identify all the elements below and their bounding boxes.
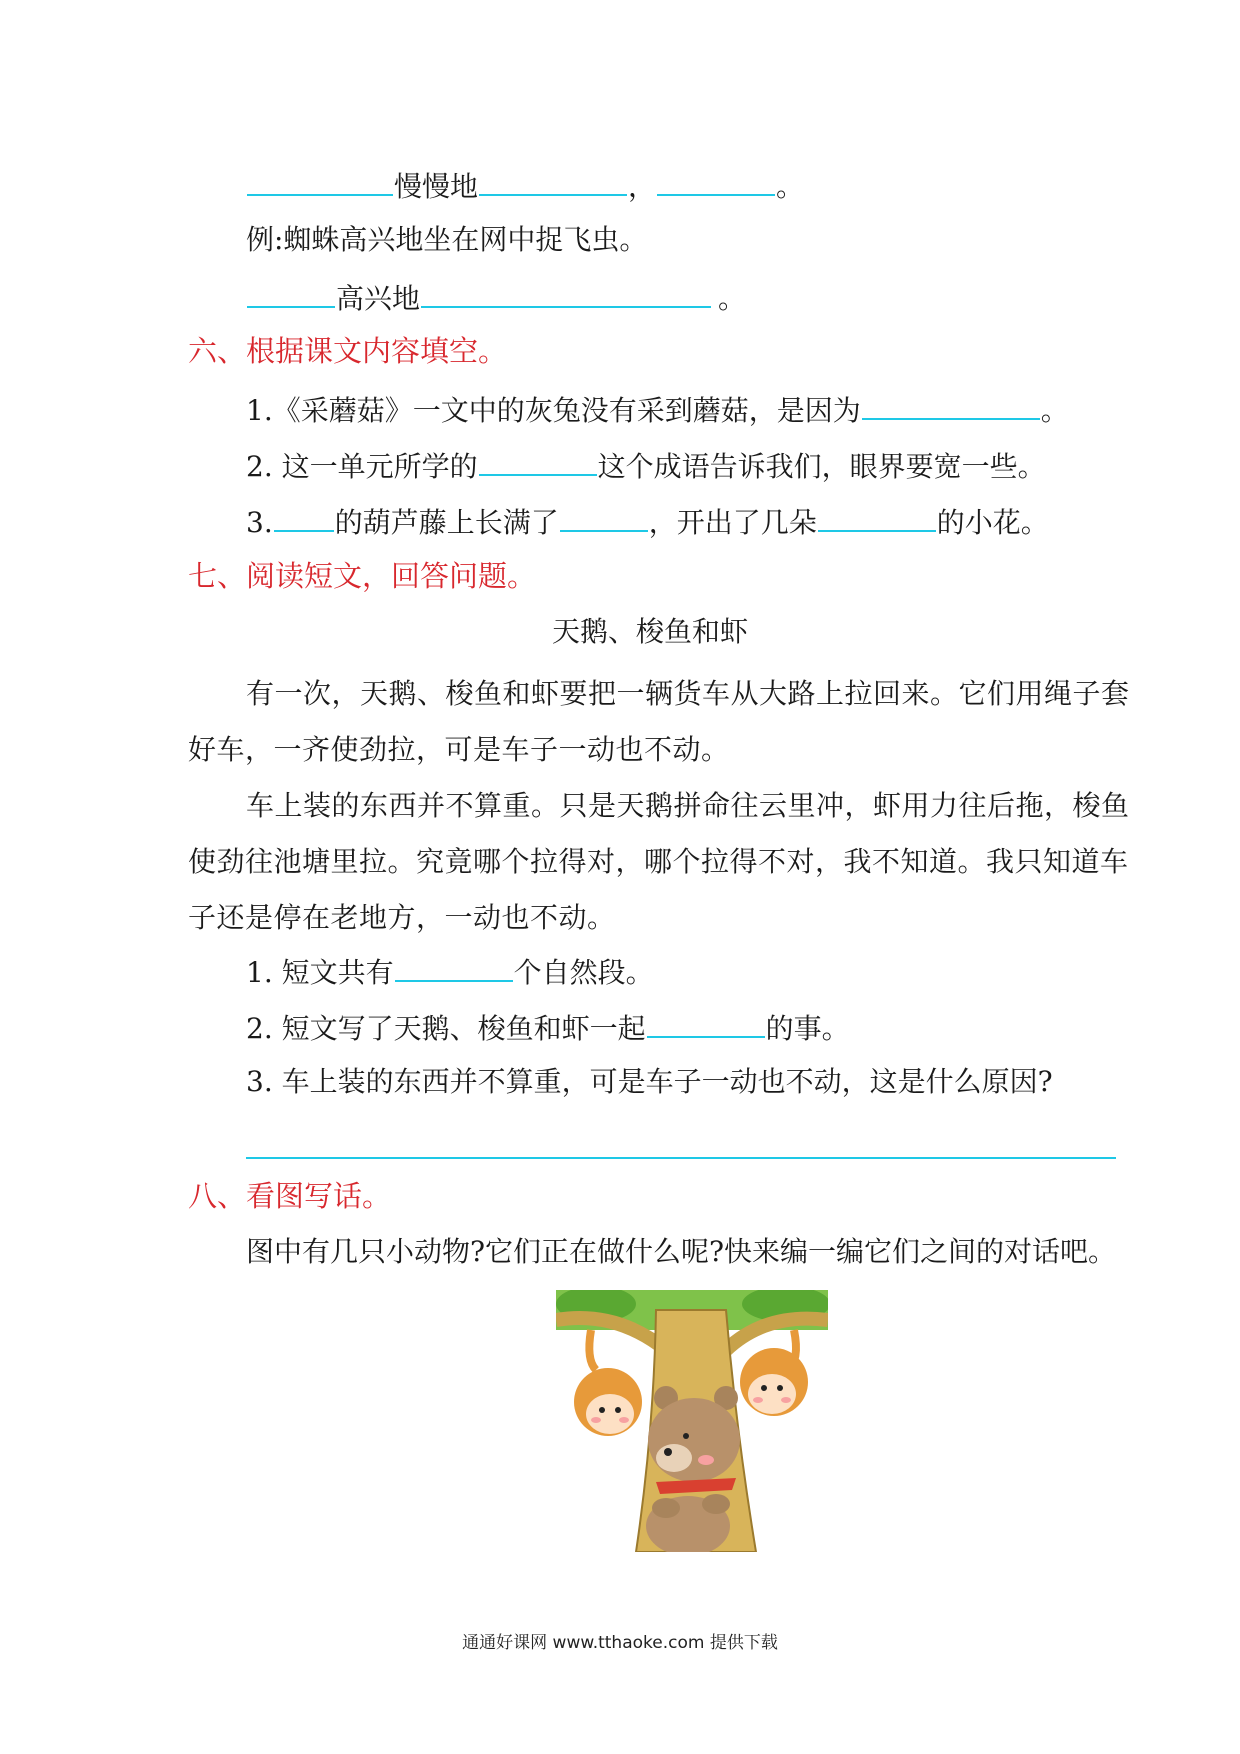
question-number: 3. [246, 506, 273, 539]
punctuation: 。 [1040, 394, 1069, 427]
question-text: 2. 短文写了天鹅、梭鱼和虾一起 [246, 1012, 646, 1045]
monkey-arm [589, 1330, 596, 1370]
section-heading-8: 八、看图写话。 [188, 1179, 392, 1213]
bear-nose [664, 1448, 672, 1456]
question-text: 的葫芦藤上长满了 [334, 506, 559, 539]
prompt-word: 高兴地 [336, 282, 421, 315]
punctuation: ， [628, 170, 657, 203]
eye [615, 1407, 621, 1413]
bear-paw [652, 1498, 680, 1518]
question-6-1 [246, 388, 1069, 431]
answer-blank[interactable] [479, 164, 627, 196]
eye [761, 1385, 767, 1391]
answer-blank[interactable] [421, 276, 711, 308]
fill-line-1 [246, 164, 804, 207]
question-text: 1. 短文共有 [246, 956, 394, 989]
punctuation: 。 [718, 282, 747, 315]
section-heading-7: 七、阅读短文，回答问题。 [188, 559, 537, 593]
section-heading-6: 六、根据课文内容填空。 [188, 334, 508, 368]
bear-monkeys-illustration [556, 1290, 828, 1552]
fill-line-2 [246, 276, 746, 319]
question-text: 1.《采蘑菇》一文中的灰兔没有采到蘑菇，是因为 [246, 394, 861, 427]
story-paragraph-1: 有一次，天鹅、梭鱼和虾要把一辆货车从大路上拉回来。它们用绳子套好车，一齐使劲拉，可是车子一动也不动。 [188, 677, 1130, 766]
eye [777, 1385, 783, 1391]
question-text: 个自然段。 [513, 956, 654, 989]
example-sentence: 例:蜘蛛高兴地坐在网中捉飞虫。 [246, 223, 648, 256]
question-text: 这个成语告诉我们，眼界要宽一些。 [597, 450, 1046, 483]
answer-blank[interactable] [862, 388, 1040, 420]
story-title: 天鹅、梭鱼和虾 [551, 615, 748, 648]
footer-credit: 通通好课网 www.tthaoke.com 提供下载 [462, 1633, 778, 1653]
question-text: 的小花。 [936, 506, 1049, 539]
monkey-face [586, 1394, 634, 1434]
punctuation: 。 [776, 170, 805, 203]
monkey-face [748, 1374, 796, 1414]
story-paragraph-2: 车上装的东西并不算重。只是天鹅拼命往云里冲，虾用力往后拖，梭鱼使劲往池塘里拉。究竟哪个拉得对，哪个拉得不对，我不知道。我只知道车子还是停在老地方，一动也不动。 [188, 789, 1130, 934]
cheek [619, 1417, 629, 1423]
answer-blank[interactable] [647, 1006, 765, 1038]
answer-line[interactable] [246, 1157, 1116, 1159]
prompt-word: 慢慢地 [394, 170, 479, 203]
answer-blank[interactable] [274, 500, 334, 532]
cheek [753, 1397, 763, 1403]
eye [683, 1433, 689, 1439]
answer-blank[interactable] [479, 444, 597, 476]
question-text: 2. 这一单元所学的 [246, 450, 478, 483]
bear-head [648, 1398, 740, 1482]
question-text: ，开出了几朵 [648, 506, 817, 539]
question-6-2 [246, 444, 1046, 487]
eye [599, 1407, 605, 1413]
answer-blank[interactable] [818, 500, 936, 532]
answer-blank[interactable] [560, 500, 648, 532]
cheek [591, 1417, 601, 1423]
writing-prompt: 图中有几只小动物?它们正在做什么呢?快来编一编它们之间的对话吧。 [246, 1235, 1117, 1268]
question-6-3 [246, 500, 1049, 543]
question-7-1 [246, 950, 654, 993]
question-7-3: 3. 车上装的东西并不算重，可是车子一动也不动，这是什么原因? [246, 1065, 1053, 1098]
answer-blank[interactable] [247, 276, 335, 308]
cheek [781, 1397, 791, 1403]
question-7-2 [246, 1006, 850, 1049]
bear-muzzle [656, 1444, 692, 1472]
answer-blank[interactable] [247, 164, 393, 196]
bear-paw [702, 1494, 730, 1514]
answer-blank[interactable] [395, 950, 513, 982]
answer-blank[interactable] [657, 164, 775, 196]
question-text: 的事。 [765, 1012, 850, 1045]
cheek [698, 1455, 714, 1465]
